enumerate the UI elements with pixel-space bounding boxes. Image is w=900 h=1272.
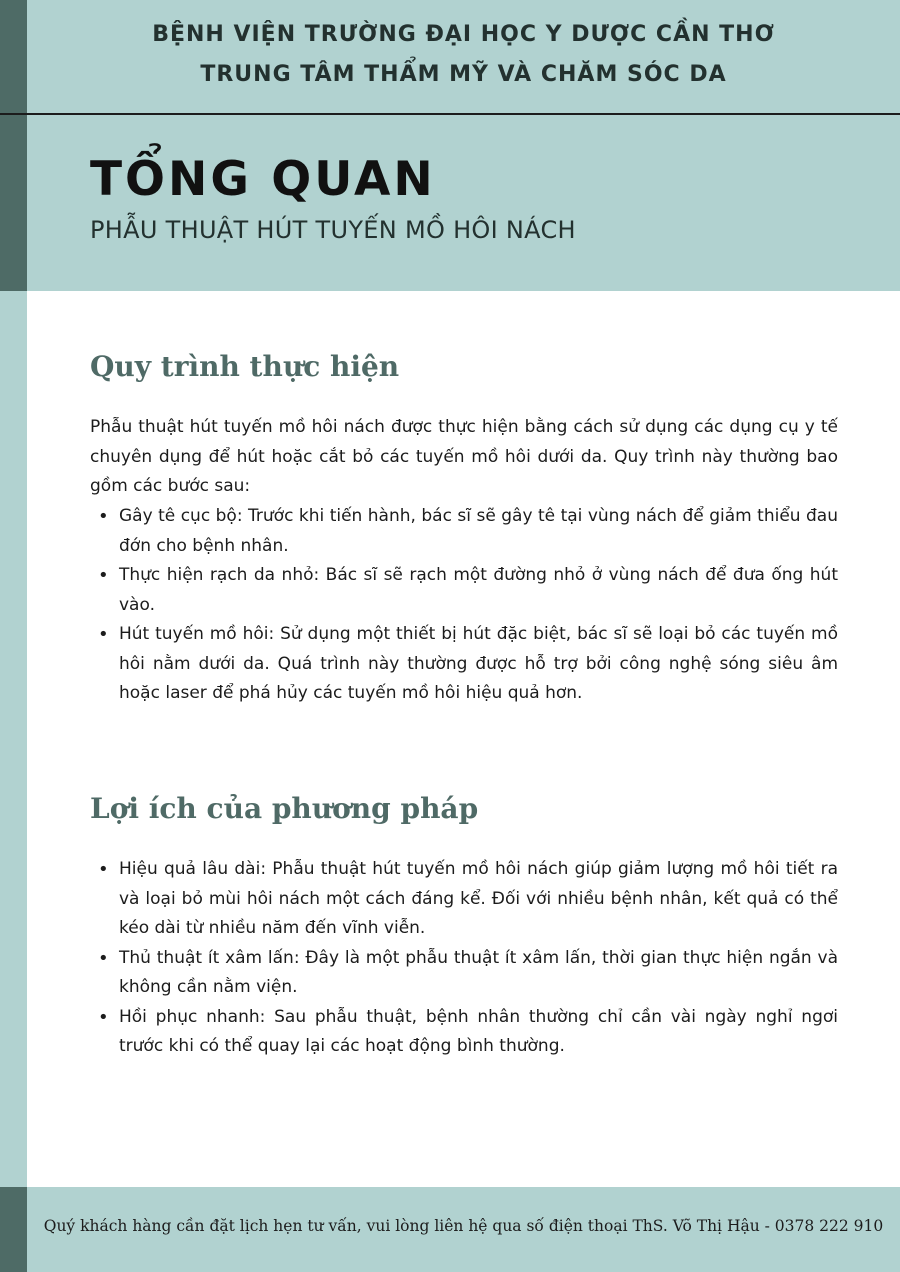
- process-heading: Quy trình thực hiện: [90, 350, 400, 383]
- list-item: • Thủ thuật ít xâm lấn: Đây là một phẫu thuật ít xâm lấn, thời gian thực hiện ngắn và không cần nằm viện.: [90, 944, 838, 1003]
- left-side-strip: [0, 291, 27, 1187]
- page-title: TỔNG QUAN: [90, 152, 436, 207]
- benefits-heading: Lợi ích của phương pháp: [90, 792, 479, 825]
- page-subtitle: PHẪU THUẬT HÚT TUYẾN MỒ HÔI NÁCH: [90, 216, 576, 244]
- benefits-list: [90, 855, 838, 1062]
- center-name: TRUNG TÂM THẨM MỸ VÀ CHĂM SÓC DA: [200, 62, 727, 87]
- process-steps-list: [90, 502, 838, 709]
- hospital-name: BỆNH VIỆN TRƯỜNG ĐẠI HỌC Y DƯỢC CẦN THƠ: [152, 22, 775, 47]
- list-item: • Hiệu quả lâu dài: Phẫu thuật hút tuyến mồ hôi nách giúp giảm lượng mồ hôi tiết ra và loại bỏ mùi hôi nách một cách đáng kể. Đối với nhiều bệnh nhân, kết quả có thể kéo dài từ nhiều năm đến vĩnh viễn.: [90, 855, 838, 944]
- process-intro: Phẫu thuật hút tuyến mồ hôi nách được thực hiện bằng cách sử dụng các dụng cụ y tế chuyên dụng để hút hoặc cắt bỏ các tuyến mồ hôi dưới da. Quy trình này thường bao gồm các bước sau:: [90, 417, 838, 496]
- list-item: • Gây tê cục bộ: Trước khi tiến hành, bác sĩ sẽ gây tê tại vùng nách để giảm thiểu đau đớn cho bệnh nhân.: [90, 502, 838, 561]
- list-item: • Hồi phục nhanh: Sau phẫu thuật, bệnh nhân thường chỉ cần vài ngày nghỉ ngơi trước khi có thể quay lại các hoạt động bình thường.: [90, 1003, 838, 1062]
- list-item: • Hút tuyến mồ hôi: Sử dụng một thiết bị hút đặc biệt, bác sĩ sẽ loại bỏ các tuyến mồ hôi nằm dưới da. Quá trình này thường được hỗ trợ bởi công nghệ sóng siêu âm hoặc laser để phá hủy các tuyến mồ hôi hiệu quả hơn.: [90, 620, 838, 709]
- left-accent-strip: [0, 0, 27, 291]
- list-item: • Thực hiện rạch da nhỏ: Bác sĩ sẽ rạch một đường nhỏ ở vùng nách để đưa ống hút vào.: [90, 561, 838, 620]
- header-divider: [0, 113, 900, 115]
- footer-contact: Quý khách hàng cần đặt lịch hẹn tư vấn, vui lòng liên hệ qua số điện thoại ThS. Võ Thị Hậu - 0378 222 910: [43, 1217, 884, 1235]
- footer-accent-strip: [0, 1187, 27, 1272]
